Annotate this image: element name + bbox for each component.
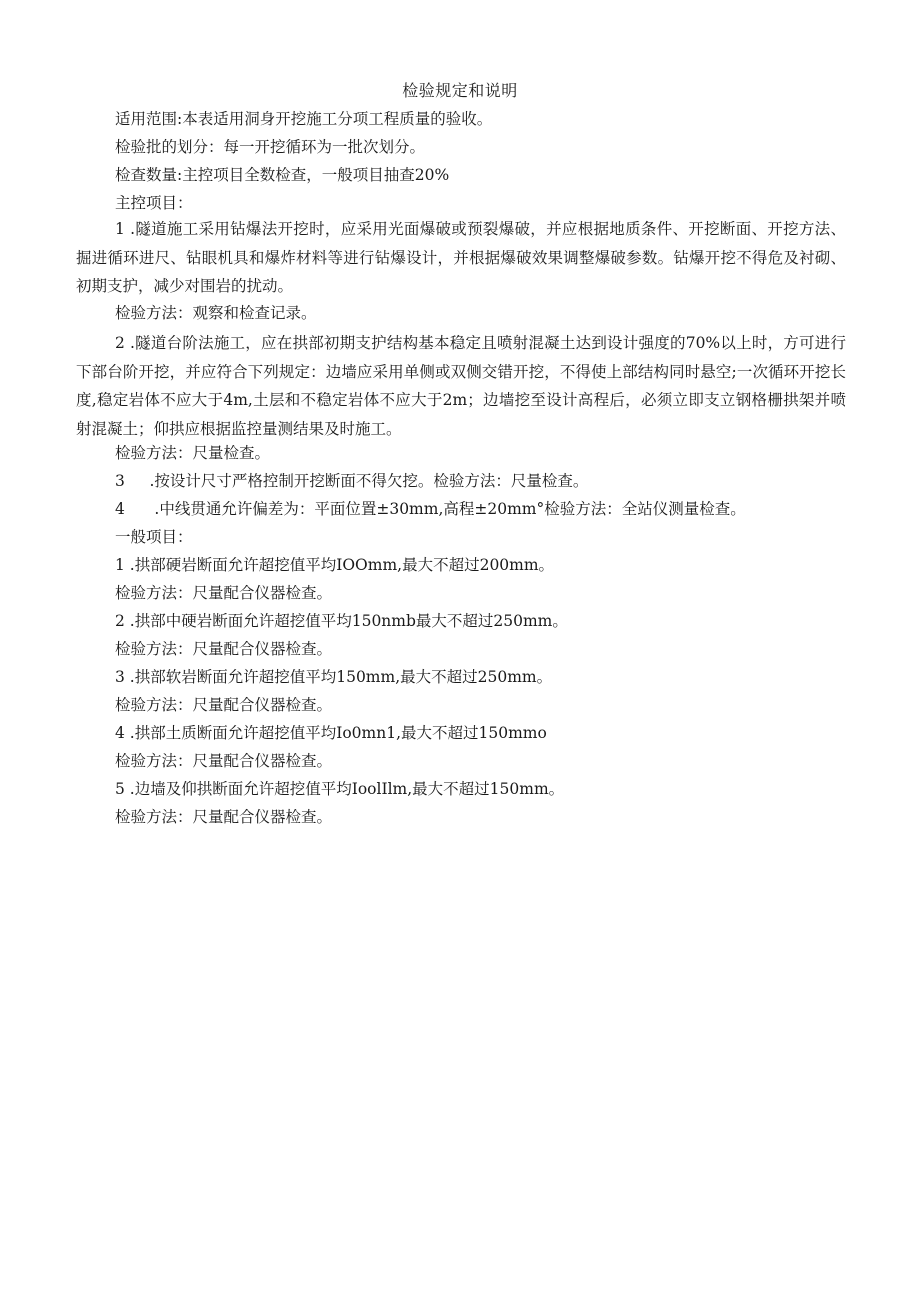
general-item-3-text: 3 .拱部软岩断面允许超挖值平均150mm,最大不超过250mm。 [115, 668, 553, 686]
main-items-heading: 主控项目： [115, 194, 193, 212]
main-item-2-method: 检验方法：尺量检查。 [115, 444, 271, 462]
main-item-1-text: 1 .隧道施工采用钻爆法开挖时，应采用光面爆破或预裂爆破，并应根据地质条件、开挖断面、开挖方法、掘进循环进尺、钻眼机具和爆炸材料等进行钻爆设计，并根据爆破效果调整爆破参数。钻爆开挖不得危及衬砌、初期支护，减少对围岩的扰动。 [76, 220, 846, 295]
general-item-3-method: 检验方法：尺量配合仪器检查。 [115, 696, 333, 714]
general-item-2-text: 2 .拱部中硬岩断面允许超挖值平均150nmb最大不超过250mm。 [115, 612, 568, 630]
scope-text: 适用范围:本表适用洞身开挖施工分项工程质量的验收。 [115, 110, 493, 128]
main-item-4-text: 4 .中线贯通允许偏差为：平面位置±30mm,高程±20mm°检验方法：全站仪测量检查。 [115, 500, 746, 518]
general-item-5-text: 5 .边墙及仰拱断面允许超挖值平均IoolIlm,最大不超过150mm。 [115, 780, 565, 798]
general-item-2-method: 检验方法：尺量配合仪器检查。 [115, 640, 333, 658]
main-item-3-text: 3 .按设计尺寸严格控制开挖断面不得欠挖。检验方法：尺量检查。 [115, 472, 589, 490]
general-items-heading: 一般项目： [115, 528, 193, 546]
general-item-1-method: 检验方法：尺量配合仪器检查。 [115, 584, 333, 602]
document-title: 检验规定和说明 [402, 81, 518, 100]
general-item-1-text: 1 .拱部硬岩断面允许超挖值平均IOOmm,最大不超过200mm。 [115, 556, 555, 574]
main-item-2-text: 2 .隧道台阶法施工，应在拱部初期支护结构基本稳定且喷射混凝土达到设计强度的70%以上时，方可进行下部台阶开挖，并应符合下列规定：边墙应采用单侧或双侧交错开挖，不得使上部结构同时悬空;一次循环开挖长度,稳定岩体不应大于4m,土层和不稳定岩体不应大于2m；边墙挖至设计高程后，必须立即支立钢格栅拱架并喷射混凝土；仰拱应根据监控量测结果及时施工。 [76, 334, 846, 438]
batch-division-text: 检验批的划分：每一开挖循环为一批次划分。 [115, 138, 426, 156]
general-item-5-method: 检验方法：尺量配合仪器检查。 [115, 808, 333, 826]
general-item-4-text: 4 .拱部土质断面允许超挖值平均Io0mn1,最大不超过150mmo [115, 724, 547, 742]
inspection-quantity-text: 检查数量:主控项目全数检查，一般项目抽查20% [115, 166, 450, 184]
main-item-1-method: 检验方法：观察和检查记录。 [115, 304, 317, 322]
general-item-4-method: 检验方法：尺量配合仪器检查。 [115, 752, 333, 770]
